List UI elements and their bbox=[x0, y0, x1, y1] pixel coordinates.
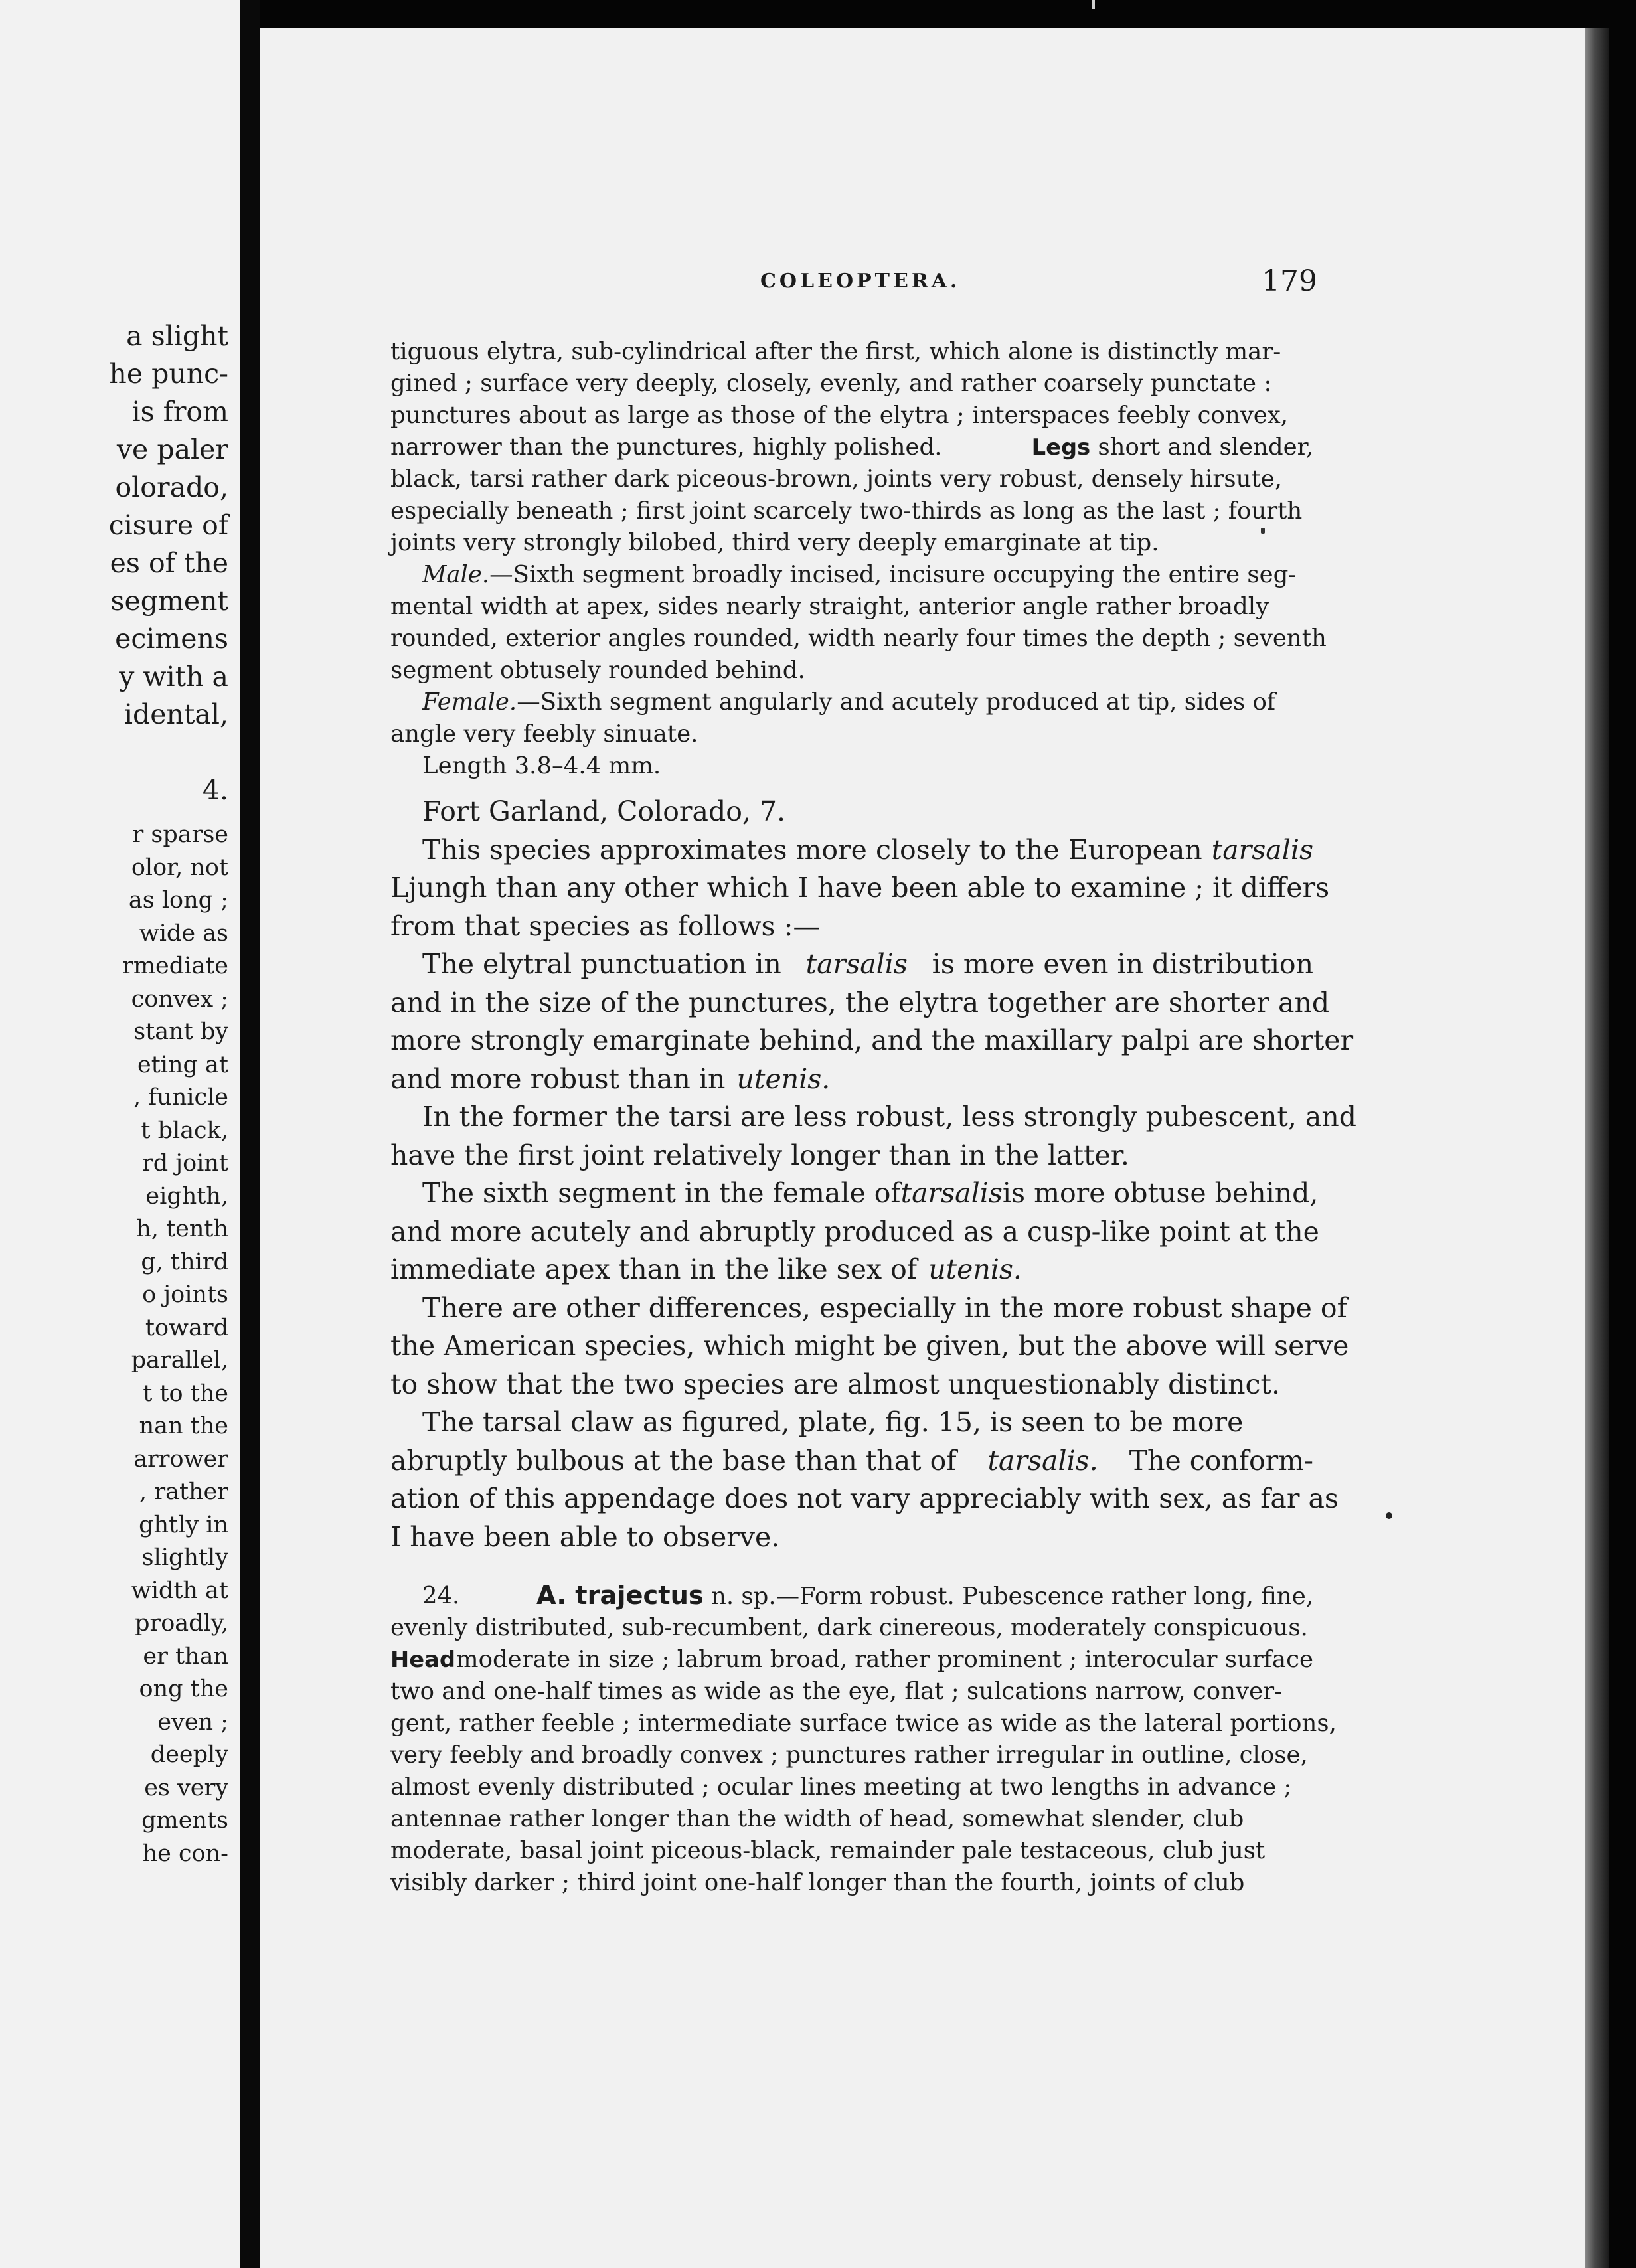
previous-page-line: ecimens bbox=[115, 623, 228, 655]
text-line: antennae rather longer than the width of head, somewhat slender, club bbox=[390, 1805, 1244, 1832]
text-line: to show that the two species are almost unquestionably distinct. bbox=[390, 1368, 1281, 1400]
page-edge-shadow bbox=[1585, 28, 1609, 2268]
previous-page-line: parallel, bbox=[131, 1347, 228, 1374]
previous-page-edge bbox=[0, 0, 240, 2268]
previous-page-line: arrower bbox=[133, 1445, 228, 1473]
text-line: visibly darker ; third joint one-half longer than the fourth, joints of club bbox=[390, 1869, 1245, 1896]
text-line: joints very strongly bilobed, third very deeply emarginate at tip. bbox=[390, 529, 1159, 556]
previous-page-text bbox=[109, 317, 228, 1870]
text-line: punctures about as large as those of the elytra ; interspaces feebly convex, bbox=[390, 402, 1289, 429]
text-line: tiguous elytra, sub-cylindrical after the first, which alone is distinctly mar- bbox=[390, 338, 1281, 365]
previous-page-line: olor, not bbox=[131, 854, 228, 881]
previous-page-line: cisure of bbox=[108, 509, 228, 541]
previous-page-line bbox=[109, 734, 228, 771]
print-speck bbox=[1386, 1512, 1392, 1519]
previous-page-line: , rather bbox=[139, 1479, 228, 1505]
previous-page-line: , funicle bbox=[133, 1084, 228, 1111]
previous-page-line: ong the bbox=[139, 1676, 228, 1702]
previous-page-line: gments bbox=[141, 1807, 228, 1834]
species-24-description bbox=[390, 1580, 1337, 1899]
print-speck bbox=[1261, 528, 1265, 534]
text-line: very feebly and broadly convex ; punctures rather irregular in outline, close, bbox=[390, 1742, 1308, 1769]
text-line: mental width at apex, sides nearly straight, anterior angle rather broadly bbox=[390, 593, 1269, 620]
previous-page-line: stant by bbox=[133, 1018, 228, 1045]
female-paragraph: Female.—Sixth segment angularly and acutely produced at tip, sides of bbox=[422, 688, 1276, 716]
previous-page-line: g, third bbox=[141, 1248, 228, 1275]
text-line: evenly distributed, sub-recumbent, dark cinereous, moderately conspicuous. bbox=[390, 1614, 1308, 1641]
male-label: Male. bbox=[422, 561, 490, 588]
text-line: gined ; surface very deeply, closely, evenly, and rather coarsely punctate : bbox=[390, 370, 1272, 397]
species-heading-line: 24. A. trajectus n. sp.—Form robust. Pubescence rather long, fine, bbox=[422, 1581, 1313, 1611]
text-line: Ljungh than any other which I have been able to examine ; it differs bbox=[390, 872, 1330, 904]
previous-page-line: t black, bbox=[141, 1117, 228, 1144]
head-heading: Head bbox=[390, 1647, 455, 1672]
previous-page-line: slightly bbox=[141, 1544, 228, 1571]
previous-page-line: es of the bbox=[110, 547, 228, 579]
previous-page-line: 4. bbox=[202, 774, 228, 806]
text-line: The elytral punctuation in tarsalis is more even in distribution bbox=[422, 948, 1313, 980]
male-paragraph: Male.—Sixth segment broadly incised, incisure occupying the entire seg- bbox=[422, 561, 1297, 588]
page-number: 179 bbox=[1262, 264, 1317, 298]
previous-page-line: y with a bbox=[119, 661, 228, 692]
previous-page-line: nan the bbox=[139, 1413, 228, 1439]
previous-page-line: ghtly in bbox=[139, 1511, 228, 1538]
previous-page-line: olorado, bbox=[115, 471, 228, 503]
text-line: segment obtusely rounded behind. bbox=[390, 657, 805, 684]
previous-page-line: a slight bbox=[126, 320, 228, 352]
text-line: There are other differences, especially in the more robust shape of bbox=[422, 1291, 1347, 1324]
previous-page-line: he punc- bbox=[109, 358, 228, 390]
text-line: moderate, basal joint piceous-black, remainder pale testaceous, club just bbox=[390, 1837, 1266, 1864]
locality: Fort Garland, Colorado, 7. bbox=[422, 795, 786, 827]
text-line: Head moderate in size ; labrum broad, rather prominent ; interocular surface bbox=[390, 1644, 1313, 1676]
previous-page-line: o joints bbox=[142, 1281, 228, 1308]
previous-page-line: es very bbox=[144, 1774, 228, 1801]
text-line: from that species as follows :— bbox=[390, 910, 821, 942]
text-line: narrower than the punctures, highly polished. Legs short and slender, bbox=[390, 434, 1313, 461]
text-line: ation of this appendage does not vary appreciably with sex, as far as bbox=[390, 1483, 1339, 1514]
previous-page-line: r sparse bbox=[132, 821, 228, 848]
text-line: This species approximates more closely to the European tarsalis bbox=[422, 833, 1313, 866]
text-line: angle very feebly sinuate. bbox=[390, 720, 698, 748]
previous-page-line: convex ; bbox=[131, 985, 228, 1012]
description-continued bbox=[390, 336, 1327, 782]
previous-page-line: proadly, bbox=[135, 1610, 228, 1637]
text-line: especially beneath ; first joint scarcely two-thirds as long as the last ; fourth bbox=[390, 497, 1303, 525]
previous-page-line: as long ; bbox=[128, 887, 228, 914]
text-line: almost evenly distributed ; ocular lines meeting at two lengths in advance ; bbox=[390, 1773, 1292, 1801]
text-line: The sixth segment in the female of tarsalis is more obtuse behind, bbox=[422, 1177, 1319, 1209]
text-line: and more robust than in utenis. bbox=[390, 1062, 831, 1095]
text-line: the American species, which might be given, but the above will serve bbox=[390, 1330, 1349, 1362]
running-head: COLEOPTERA. bbox=[760, 270, 961, 293]
text-line: In the former the tarsi are less robust, less strongly pubescent, and bbox=[422, 1101, 1356, 1133]
length-measure: Length 3.8–4.4 mm. bbox=[422, 752, 661, 779]
text-line: more strongly emarginate behind, and the maxillary palpi are shorter bbox=[390, 1024, 1354, 1056]
book-gutter bbox=[240, 0, 260, 2268]
legs-heading: Legs bbox=[1031, 434, 1091, 460]
discussion bbox=[390, 793, 1356, 1556]
text-line: rounded, exterior angles rounded, width nearly four times the depth ; seventh bbox=[390, 625, 1327, 652]
text-line: The tarsal claw as figured, plate, fig. 15, is seen to be more bbox=[422, 1406, 1244, 1438]
previous-page-line: he con- bbox=[142, 1840, 228, 1867]
previous-page-line: eighth, bbox=[145, 1182, 228, 1210]
text-line: have the first joint relatively longer than in the latter. bbox=[390, 1139, 1129, 1171]
previous-page-line: idental, bbox=[123, 698, 228, 730]
top-edge-mark bbox=[1092, 0, 1095, 9]
previous-page-line: ve paler bbox=[116, 434, 228, 465]
species-name: A. trajectus bbox=[536, 1581, 704, 1611]
previous-page-line: deeply bbox=[150, 1742, 228, 1768]
previous-page-line: width at bbox=[131, 1577, 228, 1604]
previous-page-line: toward bbox=[145, 1314, 228, 1341]
previous-page-line: even ; bbox=[157, 1708, 228, 1736]
text-line: and more acutely and abruptly produced as a cusp-like point at the bbox=[390, 1215, 1319, 1248]
previous-page-line: er than bbox=[143, 1643, 228, 1670]
text-line: abruptly bulbous at the base than that of tarsalis. The conform- bbox=[390, 1444, 1313, 1477]
text-line: black, tarsi rather dark piceous-brown, joints very robust, densely hirsute, bbox=[390, 465, 1283, 493]
previous-page-line: rmediate bbox=[122, 953, 228, 979]
previous-page-line: h, tenth bbox=[136, 1216, 228, 1242]
female-label: Female. bbox=[422, 688, 517, 716]
text-line: two and one-half times as wide as the eye, flat ; sulcations narrow, conver- bbox=[390, 1678, 1283, 1705]
previous-page-line: wide as bbox=[139, 920, 228, 947]
text-line: immediate apex than in the like sex of utenis. bbox=[390, 1254, 1022, 1285]
text-line: I have been able to observe. bbox=[390, 1520, 780, 1553]
previous-page-line: is from bbox=[131, 396, 228, 428]
text-line: gent, rather feeble ; intermediate surface twice as wide as the lateral portions, bbox=[390, 1710, 1337, 1737]
previous-page-line: segment bbox=[110, 585, 228, 617]
previous-page-line: eting at bbox=[137, 1051, 228, 1078]
previous-page-line: rd joint bbox=[142, 1150, 228, 1176]
previous-page-line: t to the bbox=[143, 1380, 228, 1407]
text-line: and in the size of the punctures, the elytra together are shorter and bbox=[390, 986, 1330, 1018]
